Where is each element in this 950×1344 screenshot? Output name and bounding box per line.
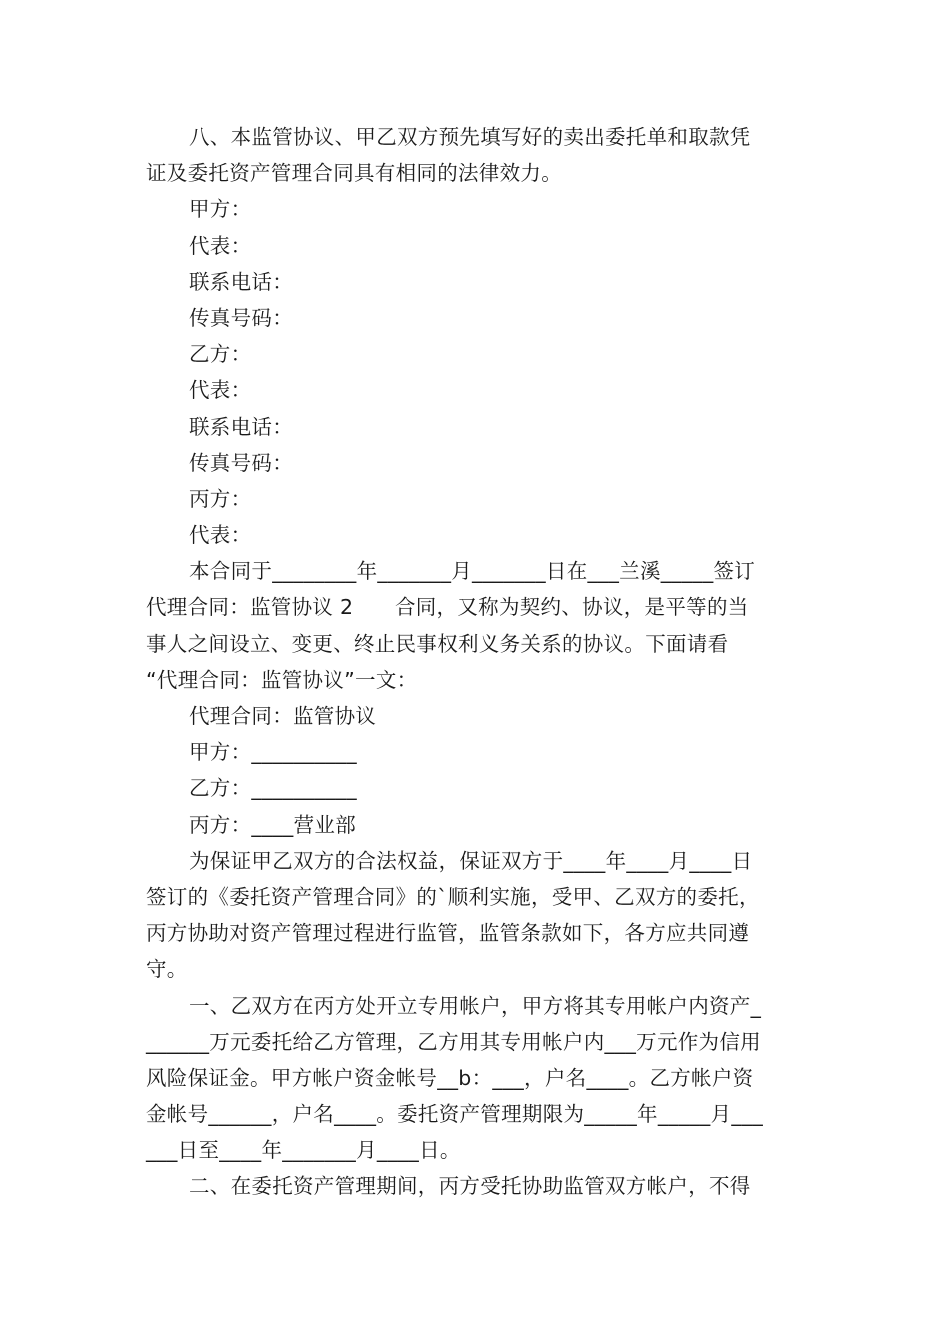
party-a-fax-label: 传真号码：: [189, 305, 293, 330]
party-b-fax-label: 传真号码：: [189, 450, 293, 475]
party-b-blank: 乙方：__________: [189, 776, 357, 801]
clause-two-line-1: 二、在委托资产管理期间，丙方受托协助监管双方帐户，不得: [189, 1174, 751, 1199]
intro-paragraph-line-1: 代理合同：监管协议 2 合同，又称为契约、协议，是平等的当: [146, 595, 749, 620]
intro-paragraph-line-3: “代理合同：监管协议”一文：: [146, 667, 418, 692]
party-c-representative-label: 代表：: [189, 523, 252, 548]
party-a-label: 甲方：: [189, 197, 252, 222]
clause-eight-line-2: 证及委托资产管理合同具有相同的法律效力。: [146, 161, 562, 186]
preamble-line-2: 签订的《委托资产管理合同》的`顺利实施，受甲、乙双方的委托，: [146, 884, 760, 909]
preamble-line-3: 丙方协助对资产管理过程进行监管，监管条款如下，各方应共同遵: [146, 921, 750, 946]
signing-date-line: 本合同于________年_______月_______日在___兰溪_____签订: [189, 559, 756, 584]
document-body: [146, 119, 806, 1205]
clause-one-line-4: 金帐号______，户名____。委托资产管理期限为_____年_____月___: [146, 1102, 764, 1127]
party-a-blank: 甲方：__________: [189, 740, 357, 765]
clause-eight-line-1: 八、本监管协议、甲乙双方预先填写好的卖出委托单和取款凭: [189, 125, 751, 149]
party-a-representative-label: 代表：: [189, 233, 252, 258]
clause-one-line-3: 风险保证金。甲方帐户资金帐号__b：___，户名____。乙方帐户资: [146, 1065, 754, 1090]
preamble-line-4: 守。: [146, 957, 188, 982]
agreement-title: 代理合同：监管协议: [189, 704, 377, 728]
preamble-line-1: 为保证甲乙双方的合法权益，保证双方于____年____月____日: [189, 848, 753, 873]
intro-paragraph-line-2: 事人之间设立、变更、终止民事权利义务关系的协议。下面请看: [146, 631, 729, 656]
party-c-blank: 丙方：____营业部: [189, 812, 356, 837]
clause-one-line-5: ___日至____年_______月____日。: [146, 1138, 461, 1163]
clause-one-line-1: 一、乙双方在丙方处开立专用帐户，甲方将其专用帐户内资产_: [189, 993, 762, 1018]
party-b-label: 乙方：: [189, 342, 252, 367]
party-c-label: 丙方：: [189, 486, 252, 511]
party-a-phone-label: 联系电话：: [189, 269, 293, 294]
party-b-phone-label: 联系电话：: [189, 414, 293, 439]
clause-one-line-2: ______万元委托给乙方管理，乙方用其专用帐户内___万元作为信用: [146, 1029, 761, 1054]
party-b-representative-label: 代表：: [189, 378, 252, 403]
